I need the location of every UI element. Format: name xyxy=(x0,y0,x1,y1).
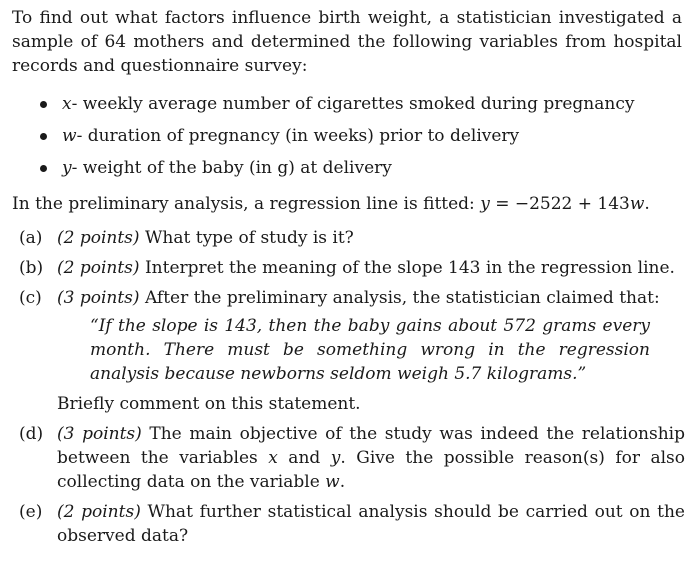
statistician-quote: “If the slope is 143, then the baby gains about 572 grams every month. There must be something wrong in the regression analysis because newborns seldom weigh 5.7 kilograms.” xyxy=(90,316,650,384)
variable-item-x xyxy=(40,92,686,116)
part-text: Interpret the meaning of the slope 143 in the regression line. xyxy=(139,258,675,278)
part-followup: Briefly comment on this statement. xyxy=(57,394,361,414)
equation-rhs: = −2522 + 143 xyxy=(489,194,630,214)
variable-symbol: w xyxy=(62,126,77,146)
regression-equation xyxy=(480,194,644,214)
question-part-e xyxy=(12,500,685,548)
equation-y: y xyxy=(480,194,490,214)
variable-description: - duration of pregnancy (in weeks) prior to delivery xyxy=(76,126,520,146)
preliminary-analysis xyxy=(12,192,686,216)
variable-item-w xyxy=(40,124,686,148)
variable-description: - weekly average number of cigarettes smoked during pregnancy xyxy=(71,94,635,114)
variable-symbol: y xyxy=(62,158,72,178)
equation-end: . xyxy=(644,194,650,214)
question-part-b xyxy=(12,256,685,280)
part-text: After the preliminary analysis, the statistician claimed that: xyxy=(139,288,660,308)
part-points: (3 points) xyxy=(57,424,142,444)
part-letter: (d) xyxy=(19,424,44,444)
part-letter: (e) xyxy=(19,502,43,522)
question-parts xyxy=(12,226,686,548)
part-points: (3 points) xyxy=(57,288,140,308)
symbol-x: x xyxy=(268,448,278,468)
question-part-d xyxy=(12,422,685,494)
variable-list xyxy=(12,92,686,180)
question-part-c xyxy=(12,286,685,416)
equation-w: w xyxy=(629,194,645,214)
symbol-y: y xyxy=(330,448,341,468)
part-points: (2 points) xyxy=(57,228,140,248)
part-text: . xyxy=(339,472,346,492)
variable-symbol: x xyxy=(62,94,72,114)
part-points: (2 points) xyxy=(57,258,140,278)
part-text: The main objective of the study was indeed the relationship between the variables xyxy=(57,424,685,468)
part-text: and xyxy=(277,448,331,468)
part-text: What further statistical analysis should be carried out on the observed data? xyxy=(57,502,685,546)
part-text: What type of study is it? xyxy=(139,228,354,248)
intro-paragraph: To find out what factors influence birth weight, a statistician investigated a sample of 64 mothers and determined the following variables from hospital records and questionnaire survey: xyxy=(12,8,682,76)
part-letter: (b) xyxy=(19,258,44,278)
question-part-a xyxy=(12,226,685,250)
preliminary-text: In the preliminary analysis, a regression line is fitted: xyxy=(12,194,475,214)
part-text: . Give the possible reason(s) for also collecting data on the variable xyxy=(57,448,685,492)
variable-description: - weight of the baby (in g) at delivery xyxy=(71,158,392,178)
part-letter: (a) xyxy=(19,228,43,248)
variable-item-y xyxy=(40,156,686,180)
bullet-icon xyxy=(40,101,47,108)
bullet-icon xyxy=(40,165,47,172)
bullet-icon xyxy=(40,133,47,140)
symbol-w: w xyxy=(325,472,340,492)
part-points: (2 points) xyxy=(57,502,141,522)
part-letter: (c) xyxy=(19,288,42,308)
